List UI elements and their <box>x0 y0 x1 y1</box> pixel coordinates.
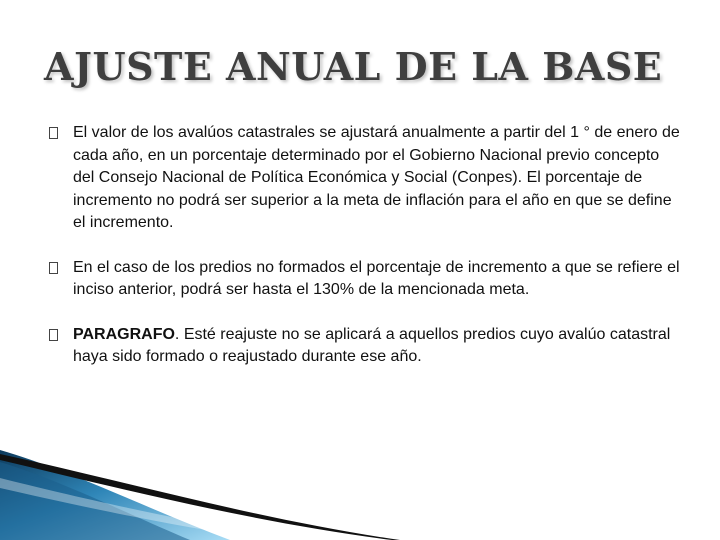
list-item <box>44 257 684 302</box>
square-bullet-icon <box>49 127 58 139</box>
list-item <box>44 122 684 235</box>
list-item-text: El valor de los avalúos catastrales se ajustará anualmente a partir del 1 ° de enero de cada año, en un porcentaje determinado por el Gobierno Nacional previo concepto del Consejo Nacional de Política Económica y Social (Conpes). El porcentaje de incremento no podrá ser superior a la meta de inflación para el año en que se define el incremento. <box>73 124 680 231</box>
list-item <box>44 324 684 369</box>
slide-title: AJUSTE ANUAL DE LA BASE <box>44 44 663 89</box>
list-item-lead: PARAGRAFO <box>73 325 175 343</box>
blue-swoosh-decoration <box>0 440 420 540</box>
square-bullet-icon <box>49 329 58 341</box>
list-item-text: . Esté reajuste no se aplicará a aquellos predios cuyo avalúo catastral haya sido formado o reajustado durante ese año. <box>73 325 671 365</box>
square-bullet-icon <box>49 262 58 274</box>
bullet-list <box>44 122 684 369</box>
list-item-text: En el caso de los predios no formados el porcentaje de incremento a que se refiere el inciso anterior, podrá ser hasta el 130% de la mencionada meta. <box>73 258 680 298</box>
